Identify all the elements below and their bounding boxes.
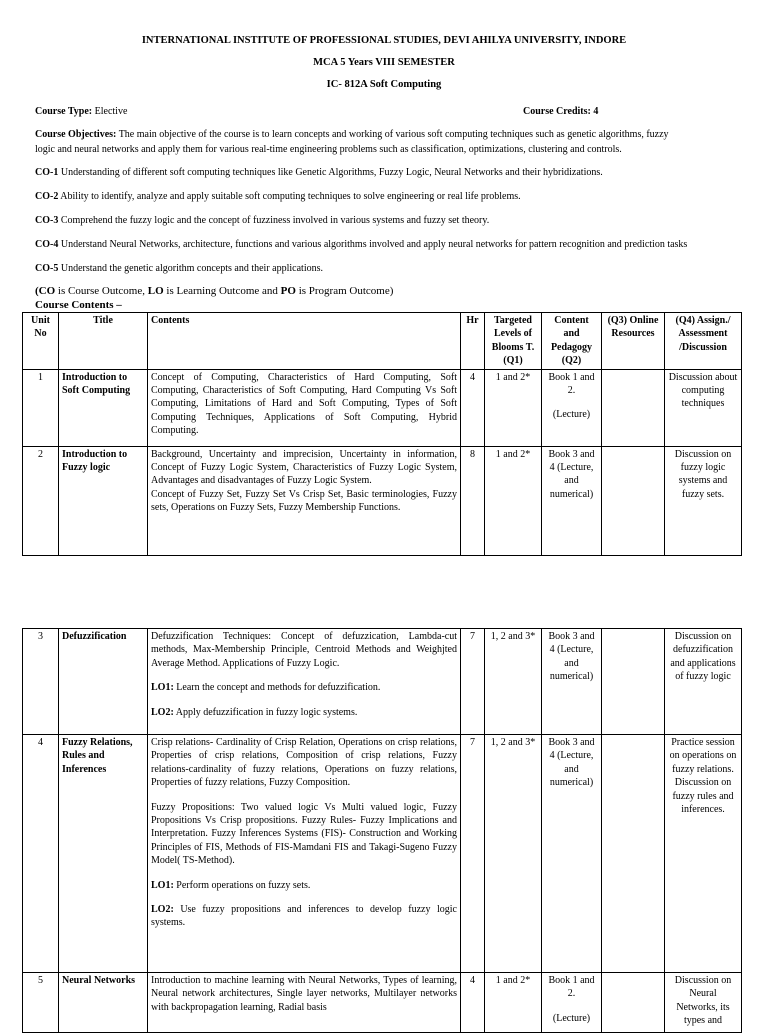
course-heading: IC- 812A Soft Computing (326, 79, 442, 90)
legend-po: PO (280, 285, 296, 297)
table-row (23, 369, 742, 446)
unit-assignment: Discussion about computing techniques (665, 369, 742, 446)
lo-label: LO2: (151, 706, 174, 718)
unit-assignment: Discussion on fuzzy logic systems and fuzzy sets. (665, 446, 742, 555)
unit-number: 4 (23, 735, 59, 973)
course-credits-label: Course Credits: (523, 106, 591, 117)
legend-co-text: is Course Outcome, (55, 285, 148, 297)
unit-pedagogy: Book 3 and 4 (Lecture, and numerical) (542, 446, 602, 555)
outcome-code: CO-1 (35, 167, 59, 178)
pedagogy-books: Book 1 and 2. (548, 975, 595, 1000)
outcome-text: Comprehend the fuzzy logic and the concept of fuzziness involved in various systems and fuzzy set theory. (60, 215, 490, 226)
unit-assignment: Discussion on defuzzification and applications of fuzzy logic (665, 629, 742, 735)
course-type-label: Course Type: (35, 106, 93, 117)
unit-online-resources (602, 629, 665, 735)
unit-assignment: Practice session on operations on fuzzy relations. Discussion on fuzzy rules and inferences. (665, 735, 742, 973)
unit-title: Introduction to Soft Computing (59, 369, 148, 446)
unit-title: Fuzzy Relations, Rules and Inferences (59, 735, 148, 973)
pedagogy-books: Book 1 and 2. (548, 371, 595, 397)
unit-levels: 1 and 2* (485, 973, 542, 1033)
unit-contents-para: Fuzzy Propositions: Two valued logic Vs Multi valued logic, Fuzzy Propositions Vs Crisp propositions. Fuzzy Rules- Fuzzy Implications and Interpretation. Fuzzy Inferences Systems (FIS)- Construction and Working Principles of FIS, Methods of FIS-Mamdani FIS and Takagi-Sugeno Fuzzy Model( TS-Method). (151, 801, 457, 867)
outcome-text: Understand Neural Networks, architecture, functions and various algorithms involved and apply neural networks for pattern recognition and prediction tasks (60, 239, 688, 250)
lo-text: Learn the concept and methods for defuzzification. (173, 682, 381, 694)
unit-contents (148, 446, 461, 555)
legend-open: ( (35, 285, 39, 297)
unit-online-resources (602, 369, 665, 446)
col-levels-header: Targeted Levels of Blooms T. (Q1) (485, 313, 542, 370)
col-hr-header: Hr (461, 313, 485, 370)
outcome-text: Ability to identify, analyze and apply suitable soft computing techniques to solve engineering or real life problems. (60, 191, 521, 202)
course-credits (523, 104, 723, 119)
lo-text: Perform operations on fuzzy sets. (173, 879, 311, 891)
unit-hours: 8 (461, 446, 485, 555)
outcome-co5 (35, 261, 735, 276)
unit-levels: 1 and 2* (485, 369, 542, 446)
unit-pedagogy: Book 3 and 4 (Lecture, and numerical) (542, 629, 602, 735)
unit-number: 5 (23, 973, 59, 1033)
learning-outcome (151, 681, 457, 694)
unit-levels: 1 and 2* (485, 446, 542, 555)
learning-outcome (151, 879, 457, 892)
unit-hours: 4 (461, 369, 485, 446)
unit-contents-para: Concept of Fuzzy Set, Fuzzy Set Vs Crisp Set, Basic terminologies, Fuzzy sets, Operations on Fuzzy Sets, Fuzzy Membership Functions. (151, 488, 457, 514)
lo-label: LO1: (151, 879, 174, 891)
unit-contents (148, 735, 461, 973)
outcome-code: CO-3 (35, 215, 59, 226)
table-header-row (23, 313, 742, 370)
unit-contents-para: Defuzzification Techniques: Concept of defuzzication, Lambda-cut methods, Max-Membership Principle, Centroid Methods and Weighjted Average Method. Applications of Fuzzy Logic. (151, 631, 457, 669)
abbreviation-legend (35, 284, 735, 299)
unit-online-resources (602, 446, 665, 555)
unit-contents (148, 629, 461, 735)
unit-levels: 1, 2 and 3* (485, 629, 542, 735)
program-heading: MCA 5 Years VIII SEMESTER (313, 57, 455, 68)
unit-title: Introduction to Fuzzy logic (59, 446, 148, 555)
objectives-label: Course Objectives: (35, 129, 117, 140)
unit-contents: Introduction to machine learning with Neural Networks, Types of learning, Neural network architectures, Single layer networks, Multilayer networks with backpropagation learning, Radial basis (148, 973, 461, 1033)
col-assign-header: (Q4) Assign./ Assessment /Discussion (665, 313, 742, 370)
col-online-header: (Q3) Online Resources (602, 313, 665, 370)
lo-label: LO2: (151, 904, 174, 916)
legend-lo-text: is Learning Outcome and (163, 285, 281, 297)
col-title-header: Title (59, 313, 148, 370)
lo-text: Use fuzzy propositions and inferences to develop fuzzy logic systems. (151, 904, 457, 929)
unit-number: 1 (23, 369, 59, 446)
table-row (23, 446, 742, 555)
learning-outcome (151, 706, 457, 719)
course-contents-table-part1 (22, 312, 742, 556)
outcome-code: CO-2 (35, 191, 59, 202)
lo-text: Apply defuzzification in fuzzy logic systems. (173, 706, 358, 718)
table-row (23, 629, 742, 735)
objectives-line2: logic and neural networks and apply them for various real-time engineering problems such as classification, optimizations, clustering and controls. (35, 144, 622, 155)
outcome-text: Understanding of different soft computing techniques like Genetic Algorithms, Fuzzy Logic, Neural Networks and their hybridizations. (60, 167, 603, 178)
institute-heading: INTERNATIONAL INSTITUTE OF PROFESSIONAL STUDIES, DEVI AHILYA UNIVERSITY, INDORE (141, 35, 627, 46)
contents-heading: Course Contents – (35, 299, 122, 311)
unit-assignment: Discussion on Neural Networks, its types and (665, 973, 742, 1033)
outcome-text: Understand the genetic algorithm concepts and their applications. (60, 263, 323, 274)
unit-number: 3 (23, 629, 59, 735)
unit-contents-para: Crisp relations- Cardinality of Crisp Relation, Operations on crisp relations, Properties of crisp relations, Composition of crisp relations, Fuzzy relations-cardinality of fuzzy relations, Operations on fuzzy relations, Properties of fuzzy relations, Fuzzy Composition. (151, 737, 457, 789)
course-objectives (35, 127, 735, 157)
unit-hours: 7 (461, 735, 485, 973)
unit-levels: 1, 2 and 3* (485, 735, 542, 973)
legend-po-text: is Program Outcome) (295, 285, 394, 297)
unit-number: 2 (23, 446, 59, 555)
unit-title: Defuzzification (59, 629, 148, 735)
outcome-code: CO-4 (35, 239, 59, 250)
outcome-code: CO-5 (35, 263, 59, 274)
unit-pedagogy: Book 3 and 4 (Lecture, and numerical) (542, 735, 602, 973)
outcome-co1 (35, 165, 735, 180)
unit-contents: Concept of Computing, Characteristics of Hard Computing, Soft Computing, Characteristics of Soft Computing, Hard Computing Vs Soft Computing, Limitations of Hard and Soft Computing, Types of Soft Computing Techniques, Applications of Soft Computing, Hybrid Computing. (148, 369, 461, 446)
unit-contents-para: Background, Uncertainty and imprecision, Uncertainty in information, Concept of Fuzzy Logic System, Characteristics of Fuzzy Logic System, Advantages and disadvantages of Fuzzy Logic System. (151, 448, 457, 487)
pedagogy-mode: (Lecture) (552, 409, 591, 421)
col-unit-header: Unit No (23, 313, 59, 370)
outcome-co2 (35, 189, 735, 204)
course-credits-value: 4 (593, 106, 599, 117)
outcome-co4 (35, 237, 735, 252)
course-type-value: Elective (94, 106, 128, 117)
objectives-line1: The main objective of the course is to learn concepts and working of various soft computing techniques such as genetic algorithms, fuzzy (118, 129, 669, 140)
lo-label: LO1: (151, 682, 174, 694)
outcome-co3 (35, 213, 735, 228)
col-pedagogy-header: Content and Pedagogy (Q2) (542, 313, 602, 370)
pedagogy-mode: (Lecture) (552, 1012, 591, 1024)
unit-online-resources (602, 735, 665, 973)
unit-hours: 4 (461, 973, 485, 1033)
legend-lo: LO (147, 285, 164, 297)
unit-hours: 7 (461, 629, 485, 735)
learning-outcome (151, 903, 457, 930)
legend-co: CO (38, 285, 56, 297)
course-contents-table-part2 (22, 628, 742, 1033)
unit-title: Neural Networks (59, 973, 148, 1033)
unit-pedagogy (542, 369, 602, 446)
table-row (23, 735, 742, 973)
col-contents-header: Contents (148, 313, 461, 370)
